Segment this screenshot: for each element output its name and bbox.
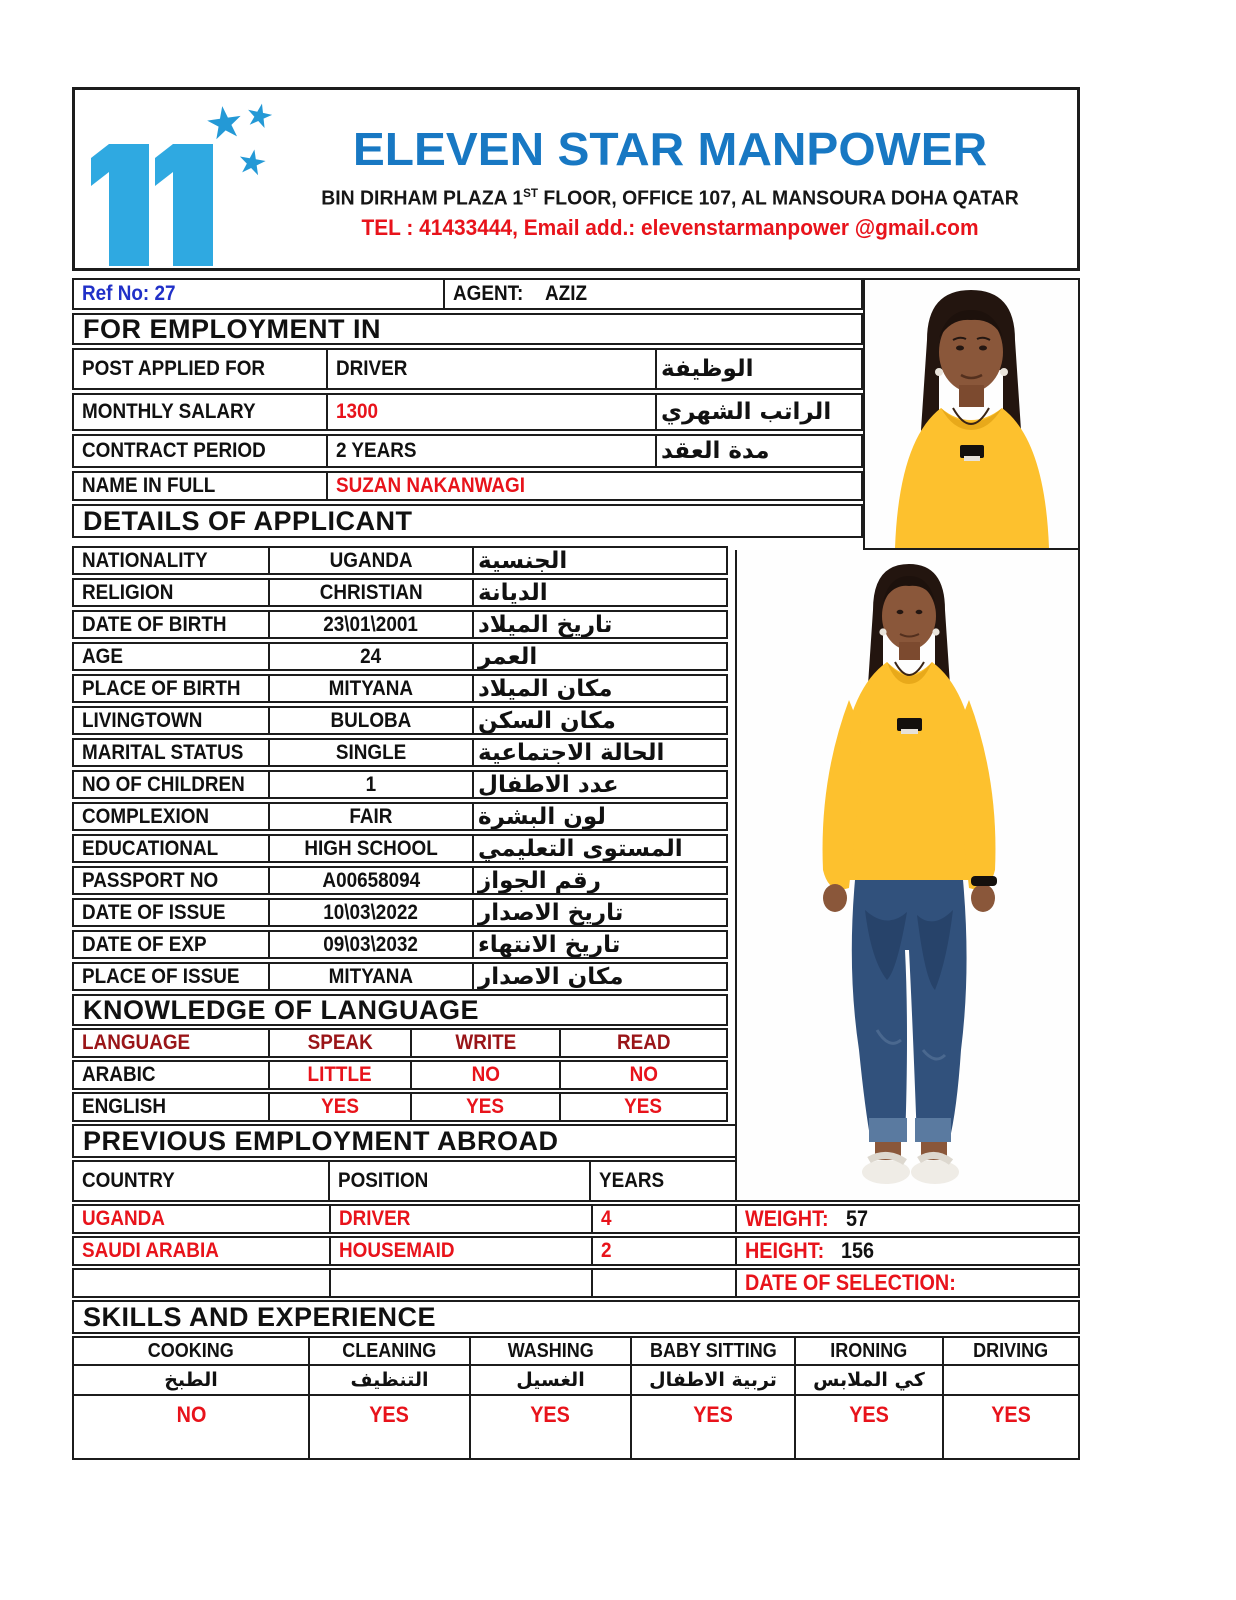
skill-name: DRIVING	[973, 1339, 1049, 1362]
field-label: MONTHLY SALARY	[82, 400, 256, 423]
field-value: A00658094	[322, 868, 420, 892]
skill-header-cell	[471, 1338, 632, 1364]
skill-value-cell	[74, 1396, 310, 1458]
skill-value: YES	[369, 1402, 410, 1427]
country-cell	[74, 1206, 331, 1232]
field-label: NO OF CHILDREN	[82, 772, 245, 796]
skill-header-cell	[74, 1338, 310, 1364]
field-arabic: تاريخ الاصدار	[478, 900, 624, 925]
agency-header	[72, 87, 1080, 271]
field-arabic: مكان الميلاد	[478, 676, 613, 701]
field-value: 24	[360, 644, 382, 668]
skill-value: YES	[693, 1402, 733, 1427]
star-icon: ★	[201, 96, 248, 151]
language-name: ARABIC	[82, 1063, 156, 1086]
skill-arabic	[944, 1366, 1078, 1394]
country-cell	[74, 1270, 331, 1296]
field-value-cell	[270, 804, 474, 829]
field-arabic: الجنسية	[478, 548, 568, 573]
skill-value: NO	[176, 1402, 206, 1427]
field-value: HIGH SCHOOL	[304, 836, 438, 860]
field-value-cell	[270, 644, 474, 669]
skill-value: YES	[530, 1402, 571, 1427]
speak-value: YES	[321, 1095, 359, 1118]
portrait-illustration	[865, 280, 1078, 548]
star-icon: ★	[241, 96, 278, 137]
section-for-employment: FOR EMPLOYMENT IN	[72, 313, 863, 345]
details-row	[72, 578, 728, 607]
skills-arabic-row	[72, 1366, 1080, 1396]
field-value: SUZAN NAKANWAGI	[336, 474, 525, 497]
field-value-cell	[270, 932, 474, 957]
field-value-cell	[270, 676, 474, 701]
ref-no: Ref No: 27	[82, 282, 176, 305]
weight-label: WEIGHT:	[745, 1206, 829, 1231]
section-language: KNOWLEDGE OF LANGUAGE	[72, 994, 728, 1026]
field-value: DRIVER	[336, 357, 408, 380]
logo-11-icon	[85, 96, 285, 268]
position-cell	[331, 1206, 593, 1232]
prev-employment-empty-row	[72, 1268, 1080, 1298]
field-label-cell	[74, 436, 328, 466]
applicant-portrait-photo	[863, 278, 1080, 550]
country-value: UGANDA	[82, 1207, 165, 1230]
section-previous-employment: PREVIOUS EMPLOYMENT ABROAD	[72, 1124, 737, 1158]
field-label-cell	[74, 548, 270, 573]
skill-arabic: الطبخ	[74, 1366, 310, 1394]
country-cell	[74, 1238, 331, 1264]
language-row-arabic	[72, 1060, 728, 1090]
country-col-header: COUNTRY	[82, 1169, 175, 1192]
field-arabic: تاريخ الانتهاء	[478, 932, 621, 957]
field-value-cell	[270, 868, 474, 893]
field-label: PASSPORT NO	[82, 868, 219, 892]
skill-name: IRONING	[830, 1339, 908, 1362]
years-value: 2	[601, 1239, 612, 1262]
agency-address	[287, 186, 1053, 211]
details-row	[72, 674, 728, 703]
skill-arabic: التنظيف	[310, 1366, 471, 1394]
field-label: DATE OF EXP	[82, 932, 207, 956]
field-arabic: تاريخ الميلاد	[478, 612, 613, 637]
skill-name: BABY SITTING	[649, 1339, 777, 1362]
details-row	[72, 642, 728, 671]
field-label-cell	[74, 868, 270, 893]
speak-header-cell	[270, 1030, 412, 1056]
years-header-cell	[591, 1162, 735, 1200]
address-part: BIN DIRHAM PLAZA 1	[321, 187, 524, 210]
language-name-cell	[74, 1094, 270, 1120]
skill-value-cell	[796, 1396, 944, 1458]
field-value-cell	[270, 740, 474, 765]
field-value-cell	[270, 612, 474, 637]
full-body-illustration	[737, 550, 1078, 1200]
speak-value: LITTLE	[307, 1063, 373, 1086]
field-label: NATIONALITY	[82, 548, 208, 572]
contract-period-row	[72, 434, 863, 468]
prev-employment-row	[72, 1236, 1080, 1266]
field-label: DATE OF ISSUE	[82, 900, 226, 924]
field-arabic: مكان الاصدار	[478, 964, 624, 989]
field-arabic: الوظيفة	[661, 356, 754, 382]
header-text	[275, 122, 1065, 241]
field-value: 09\03\2032	[323, 932, 419, 956]
read-cell	[561, 1062, 726, 1088]
agent-cell	[445, 280, 600, 308]
field-value: 23\01\2001	[323, 612, 419, 636]
agent-label: AGENT:	[453, 282, 524, 305]
section-skills: SKILLS AND EXPERIENCE	[72, 1300, 1080, 1334]
field-arabic: الحالة الاجتماعية	[478, 740, 665, 765]
skill-value-cell	[632, 1396, 796, 1458]
address-part: FLOOR, OFFICE 107, AL MANSOURA DOHA QATAR	[538, 187, 1019, 210]
position-cell	[331, 1270, 593, 1296]
prev-employment-row	[72, 1204, 1080, 1234]
position-header-cell	[330, 1162, 591, 1200]
field-label-cell	[74, 804, 270, 829]
field-label-cell	[74, 836, 270, 861]
details-row	[72, 770, 728, 799]
field-value-cell	[270, 900, 474, 925]
field-value: FAIR	[349, 804, 393, 828]
skills-header-row	[72, 1336, 1080, 1366]
speak-col-header: SPEAK	[307, 1031, 373, 1054]
skill-value: YES	[849, 1402, 889, 1427]
details-row	[72, 706, 728, 735]
language-header-cell	[74, 1030, 270, 1056]
years-value: 4	[601, 1207, 612, 1230]
skill-arabic: الغسيل	[471, 1366, 632, 1394]
speak-cell	[270, 1094, 412, 1120]
read-cell	[561, 1094, 726, 1120]
field-label-cell	[74, 932, 270, 957]
position-value: DRIVER	[339, 1207, 411, 1230]
name-in-full-row	[72, 471, 863, 501]
language-name-cell	[74, 1062, 270, 1088]
details-row	[72, 546, 728, 575]
field-value: CHRISTIAN	[319, 580, 423, 604]
skill-value: YES	[991, 1402, 1031, 1427]
field-value-cell	[270, 836, 474, 861]
field-value: 1300	[336, 400, 379, 423]
skill-value-cell	[944, 1396, 1078, 1458]
field-label-cell	[74, 772, 270, 797]
field-label: RELIGION	[82, 580, 174, 604]
skill-value-cell	[310, 1396, 471, 1458]
field-label: PLACE OF BIRTH	[82, 676, 241, 700]
field-label: COMPLEXION	[82, 804, 210, 828]
field-arabic: مدة العقد	[661, 438, 770, 464]
field-value-cell	[270, 548, 474, 573]
field-label-cell	[74, 612, 270, 637]
ref-agent-row	[72, 278, 863, 310]
field-value-cell	[328, 473, 861, 499]
read-header-cell	[561, 1030, 726, 1056]
field-value-cell	[328, 350, 657, 388]
language-col-header: LANGUAGE	[82, 1031, 191, 1054]
language-header-row	[72, 1028, 728, 1058]
skill-arabic: كي الملابس	[796, 1366, 944, 1394]
field-arabic: المستوى التعليمي	[478, 836, 683, 861]
details-row	[72, 898, 728, 927]
language-row-english	[72, 1092, 728, 1122]
skill-header-cell	[796, 1338, 944, 1364]
skill-header-cell	[310, 1338, 471, 1364]
monthly-salary-row	[72, 393, 863, 431]
field-arabic: عدد الاطفال	[478, 772, 619, 797]
years-cell	[593, 1206, 737, 1232]
read-value: NO	[629, 1063, 658, 1086]
field-arabic: الديانة	[478, 580, 548, 605]
star-icon: ★	[233, 141, 271, 185]
field-label: MARITAL STATUS	[82, 740, 244, 764]
weight-cell	[737, 1206, 1078, 1232]
field-value-cell	[328, 395, 657, 429]
field-arabic: لون البشرة	[478, 804, 606, 829]
skill-name: CLEANING	[342, 1339, 437, 1362]
field-value-cell	[270, 708, 474, 733]
height-cell	[737, 1238, 1078, 1264]
skill-name: COOKING	[147, 1339, 235, 1362]
details-row	[72, 802, 728, 831]
field-label-cell	[74, 580, 270, 605]
skill-header-cell	[632, 1338, 796, 1364]
field-label-cell	[74, 900, 270, 925]
years-cell	[593, 1238, 737, 1264]
write-header-cell	[412, 1030, 561, 1056]
position-col-header: POSITION	[338, 1169, 429, 1192]
date-of-selection-cell	[737, 1270, 1078, 1296]
field-label: DATE OF BIRTH	[82, 612, 227, 636]
field-label-cell	[74, 740, 270, 765]
field-value: MITYANA	[328, 964, 414, 988]
write-col-header: WRITE	[455, 1031, 516, 1054]
read-value: YES	[624, 1095, 663, 1118]
write-cell	[412, 1094, 561, 1120]
field-label-cell	[74, 473, 328, 499]
field-label: POST APPLIED FOR	[82, 357, 266, 380]
write-value: NO	[471, 1063, 500, 1086]
field-arabic: رقم الجواز	[478, 868, 601, 893]
country-value: SAUDI ARABIA	[82, 1239, 219, 1262]
field-label: AGE	[82, 644, 123, 668]
field-label-cell	[74, 708, 270, 733]
position-cell	[331, 1238, 593, 1264]
field-label-cell	[74, 676, 270, 701]
speak-cell	[270, 1062, 412, 1088]
details-row	[72, 866, 728, 895]
post-applied-row	[72, 348, 863, 390]
read-col-header: READ	[616, 1031, 671, 1054]
details-row	[72, 930, 728, 959]
skill-arabic: تربية الاطفال	[632, 1366, 796, 1394]
prev-employment-header-row	[72, 1160, 737, 1202]
agent-value: AZIZ	[545, 282, 588, 305]
field-value: SINGLE	[335, 740, 407, 764]
field-label: NAME IN FULL	[82, 474, 216, 497]
write-value: YES	[466, 1095, 505, 1118]
details-row	[72, 610, 728, 639]
agency-title: ELEVEN STAR MANPOWER	[352, 123, 988, 175]
field-value-cell	[328, 436, 657, 466]
field-value: UGANDA	[329, 548, 413, 572]
years-col-header: YEARS	[599, 1169, 665, 1192]
field-arabic: مكان السكن	[478, 708, 616, 733]
field-value: BULOBA	[330, 708, 412, 732]
address-ordinal: ST	[523, 186, 539, 200]
field-label-cell	[74, 395, 328, 429]
skills-value-row	[72, 1396, 1080, 1460]
field-value-cell	[270, 964, 474, 989]
field-arabic: الراتب الشهري	[661, 399, 832, 425]
field-label: EDUCATIONAL	[82, 836, 219, 860]
date-of-selection-label: DATE OF SELECTION:	[745, 1270, 956, 1295]
ref-no-cell	[74, 280, 445, 308]
field-value: MITYANA	[328, 676, 414, 700]
field-value: 10\03\2022	[323, 900, 419, 924]
details-row	[72, 738, 728, 767]
field-arabic: العمر	[478, 644, 538, 669]
position-value: HOUSEMAID	[339, 1239, 455, 1262]
weight-value: 57	[845, 1206, 868, 1231]
field-value-cell	[270, 580, 474, 605]
height-value: 156	[841, 1238, 875, 1263]
field-label: LIVINGTOWN	[82, 708, 203, 732]
field-label-cell	[74, 964, 270, 989]
field-value: 2 YEARS	[336, 439, 417, 462]
field-label: PLACE OF ISSUE	[82, 964, 240, 988]
field-value-cell	[270, 772, 474, 797]
field-label: CONTRACT PERIOD	[82, 439, 266, 462]
field-value: 1	[365, 772, 377, 796]
skill-name: WASHING	[507, 1339, 594, 1362]
skill-header-cell	[944, 1338, 1078, 1364]
eleven-star-logo	[85, 96, 285, 273]
details-row	[72, 962, 728, 991]
write-cell	[412, 1062, 561, 1088]
applicant-full-body-photo	[735, 550, 1080, 1202]
country-header-cell	[74, 1162, 330, 1200]
form-body	[72, 278, 1080, 1460]
language-name: ENGLISH	[82, 1095, 167, 1118]
skill-value-cell	[471, 1396, 632, 1458]
field-label-cell	[74, 350, 328, 388]
height-label: HEIGHT:	[745, 1238, 825, 1263]
section-details: DETAILS OF APPLICANT	[72, 504, 863, 538]
years-cell	[593, 1270, 737, 1296]
document	[72, 87, 1080, 1460]
agency-contact: TEL : 41433444, Email add.: elevenstarmanpower @gmail.com	[361, 214, 979, 240]
field-label-cell	[74, 644, 270, 669]
details-row	[72, 834, 728, 863]
